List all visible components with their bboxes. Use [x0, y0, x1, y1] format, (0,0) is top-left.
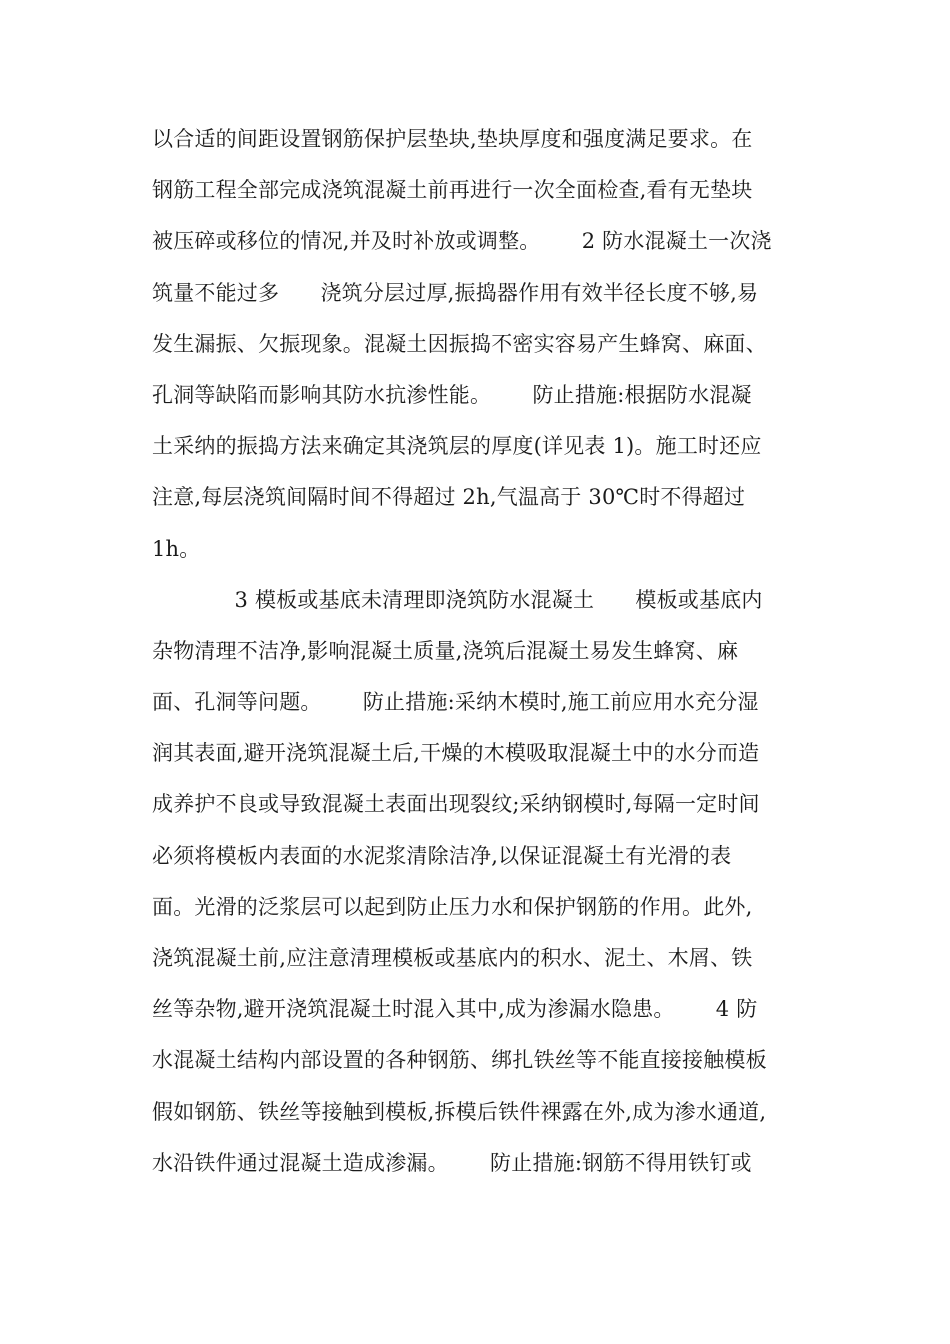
- text-line: 水沿铁件通过混凝土造成渗漏。 防止措施:钢筋不得用铁钉或: [152, 1150, 752, 1175]
- text-line: 注意,每层浇筑间隔时间不得超过 2h,气温高于 30℃时不得超过: [152, 485, 746, 510]
- text-line: 假如钢筋、铁丝等接触到模板,拆模后铁件裸露在外,成为渗水通道,: [152, 1099, 767, 1124]
- text-line: 面。光滑的泛浆层可以起到防止压力水和保护钢筋的作用。此外,: [152, 894, 753, 919]
- text-line: 浇筑混凝土前,应注意清理模板或基底内的积水、泥土、木屑、铁: [152, 946, 753, 970]
- text-line: 杂物清理不洁净,影响混凝土质量,浇筑后混凝土易发生蜂窝、麻: [152, 638, 739, 663]
- text-line: 水混凝土结构内部设置的各种钢筋、绑扎铁丝等不能直接接触模板: [152, 1048, 767, 1073]
- text-line: 成养护不良或导致混凝土表面出现裂纹;采纳钢模时,每隔一定时间: [152, 792, 760, 817]
- text-line: 面、孔洞等问题。 防止措施:采纳木模时,施工前应用水充分湿: [152, 690, 759, 715]
- text-line: 土采纳的振捣方法来确定其浇筑层的厚度(详见表 1)。施工时还应: [152, 434, 762, 459]
- text-line: 孔洞等缺陷而影响其防水抗渗性能。 防止措施:根据防水混凝: [152, 382, 752, 407]
- text-line: 被压碎或移位的情况,并及时补放或调整。 2 防水混凝土一次浇: [152, 229, 772, 254]
- text-line: 钢筋工程全部完成浇筑混凝土前再进行一次全面检查,看有无垫块: [152, 178, 753, 203]
- text-line: 必须将模板内表面的水泥浆清除洁净,以保证混凝土有光滑的表: [152, 843, 732, 868]
- text-line: 润其表面,避开浇筑混凝土后,干燥的木模吸取混凝土中的水分而造: [152, 741, 760, 766]
- text-line: 发生漏振、欠振现象。混凝土因振捣不密实容易产生蜂窝、麻面、: [152, 331, 767, 356]
- text-line: 以合适的间距设置钢筋保护层垫块,垫块厚度和强度满足要求。在: [152, 127, 753, 151]
- body-text: [152, 114, 812, 1189]
- text-line: 1h。: [152, 536, 201, 561]
- text-line: 丝等杂物,避开浇筑混凝土时混入其中,成为渗漏水隐患。 4 防: [152, 997, 758, 1022]
- text-line: 筑量不能过多 浇筑分层过厚,振捣器作用有效半径长度不够,易: [152, 280, 759, 305]
- text-line: 3 模板或基底未清理即浇筑防水混凝土 模板或基底内: [152, 587, 763, 612]
